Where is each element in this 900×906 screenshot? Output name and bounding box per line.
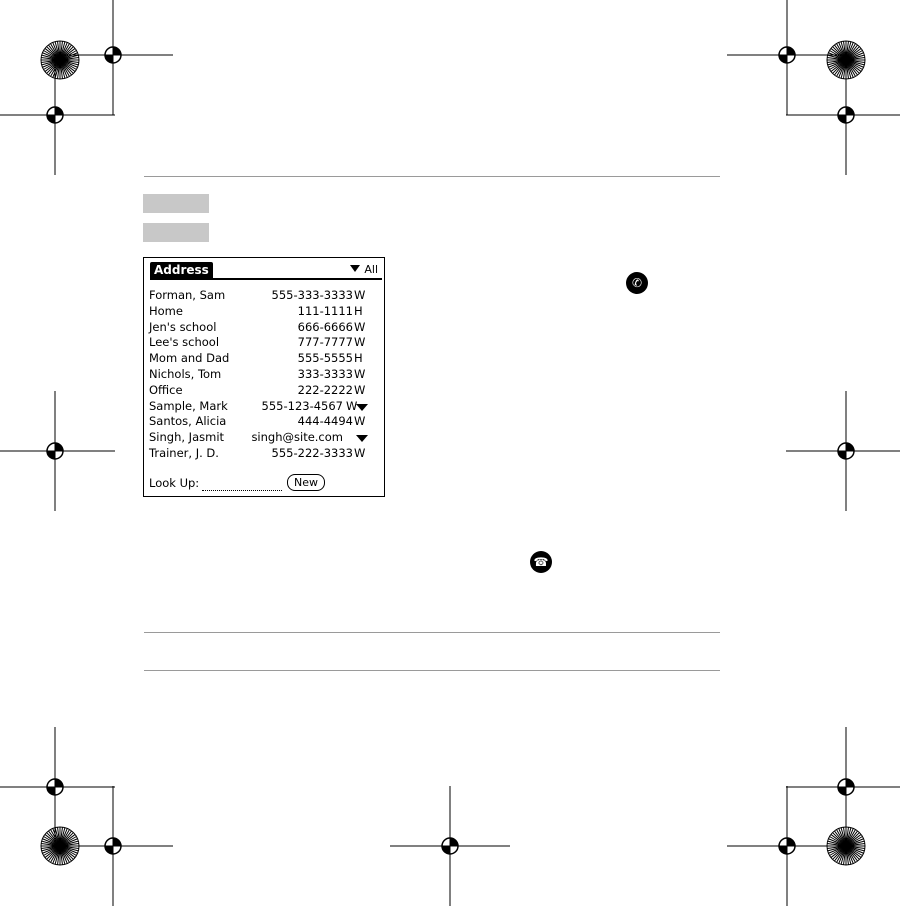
contact-value: 222-2222 — [297, 382, 353, 397]
contact-value: 777-7777 — [297, 335, 353, 350]
title-underline — [150, 278, 382, 280]
contact-name: Jen's school — [149, 319, 217, 334]
contact-value: 666-6666 — [297, 319, 353, 334]
contact-type: W — [354, 366, 366, 381]
contact-name: Trainer, J. D. — [149, 445, 219, 460]
registration-crosshair-icon — [786, 391, 900, 511]
address-list-screen — [143, 257, 385, 497]
contact-value: 555-333-3333 — [271, 288, 353, 302]
contact-type: W — [346, 398, 358, 413]
contact-name: Forman, Sam — [149, 288, 226, 302]
contact-name: Sample, Mark — [149, 398, 228, 413]
contact-name: Santos, Alicia — [149, 414, 227, 429]
contact-name: Singh, Jasmit — [149, 430, 225, 445]
contact-type: H — [354, 303, 363, 318]
more-info-triangle-icon[interactable] — [356, 404, 368, 411]
contact-value: singh@site.com — [251, 430, 343, 445]
footer-rule-bottom — [144, 670, 720, 671]
contact-value: 444-4494 — [297, 414, 353, 429]
dropdown-triangle-icon — [350, 265, 360, 272]
contact-row[interactable] — [149, 304, 379, 320]
contact-value: 333-3333 — [297, 366, 353, 381]
contact-row[interactable] — [149, 351, 379, 367]
registration-crosshair-icon — [0, 391, 115, 511]
phone-icon: ✆ — [626, 272, 648, 294]
contact-value: 555-5555 — [297, 351, 353, 366]
contact-row[interactable] — [149, 446, 379, 462]
registration-crosshair-icon — [786, 55, 900, 175]
margin-tab-1 — [143, 194, 209, 213]
contact-type: W — [354, 445, 366, 460]
contact-row[interactable] — [149, 367, 379, 383]
app-title[interactable]: Address — [150, 262, 213, 278]
contact-row[interactable] — [149, 335, 379, 351]
lookup-input[interactable] — [202, 490, 282, 491]
contact-type: W — [354, 335, 366, 350]
contact-name: Lee's school — [149, 335, 220, 350]
contact-row[interactable] — [149, 414, 379, 430]
contact-row[interactable] — [149, 288, 379, 304]
margin-tab-2 — [143, 223, 209, 242]
contact-type: W — [354, 382, 366, 397]
contact-name: Mom and Dad — [149, 351, 230, 366]
contact-type: W — [354, 414, 366, 429]
header-rule — [144, 176, 720, 177]
contact-type: W — [354, 319, 366, 334]
contact-type: W — [354, 288, 366, 302]
contact-row[interactable] — [149, 320, 379, 336]
registration-crosshair-icon — [53, 786, 173, 906]
new-button[interactable]: New — [287, 474, 325, 491]
contact-row[interactable] — [149, 383, 379, 399]
fax-icon: ☎ — [530, 551, 552, 573]
contact-name: Home — [149, 303, 183, 318]
contact-row[interactable] — [149, 399, 379, 415]
contact-value: 111-1111 — [297, 303, 353, 318]
registration-crosshair-icon — [727, 786, 847, 906]
contact-value: 555-123-4567 — [261, 398, 343, 413]
footer-rule-top — [144, 632, 720, 633]
contact-name: Office — [149, 382, 183, 397]
registration-crosshair-icon — [390, 786, 510, 906]
contact-type: H — [354, 351, 363, 366]
category-picker[interactable] — [350, 263, 378, 277]
lookup-label: Look Up: — [149, 476, 200, 490]
contact-list — [149, 288, 379, 462]
contact-row[interactable] — [149, 430, 379, 446]
contact-value: 555-222-3333 — [271, 445, 353, 460]
more-info-triangle-icon[interactable] — [356, 435, 368, 442]
registration-crosshair-icon — [0, 55, 115, 175]
category-label: All — [364, 263, 378, 276]
contact-name: Nichols, Tom — [149, 366, 222, 381]
